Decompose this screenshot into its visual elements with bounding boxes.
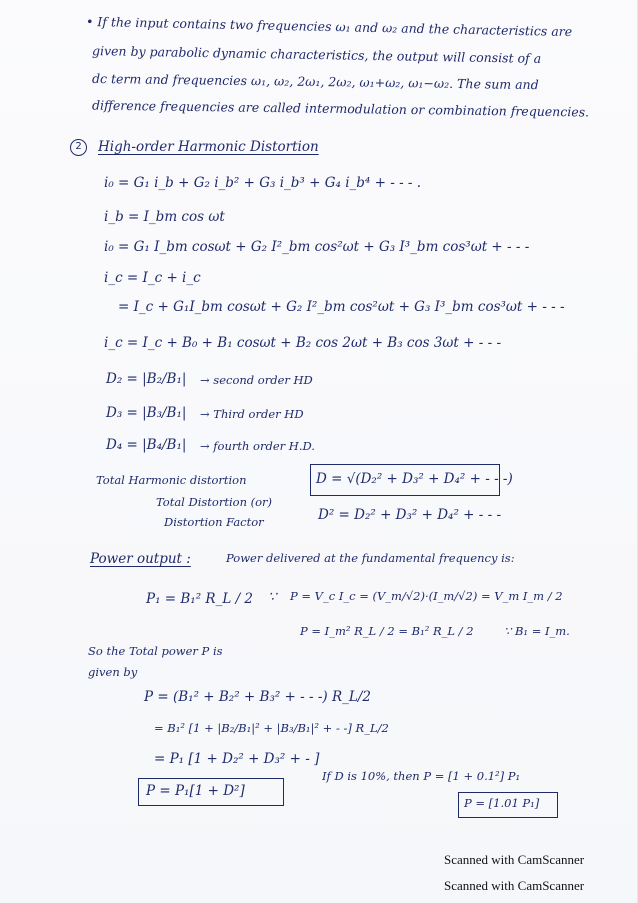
equation-collector-current: i_c = I_c + i_c	[104, 270, 201, 286]
total-power-text-1: So the Total power P is	[88, 644, 223, 658]
ten-percent-example: If D is 10%, then P = [1 + 0.1²] P₁	[322, 769, 521, 783]
equation-expansion: i₀ = G₁ I_bm cosωt + G₂ I²_bm cos²ωt + G₃ I³_bm cos³ωt + - - -	[104, 239, 530, 255]
camscanner-watermark-2: Scanned with CamScanner	[444, 878, 585, 893]
intro-line-2: given by parabolic dynamic characteristics, the output will consist of a	[91, 43, 542, 66]
result-formula: P = [1.01 P₁]	[464, 796, 540, 810]
camscanner-watermark-1: Scanned with CamScanner	[444, 852, 585, 867]
distortion-formula: D = √(D₂² + D₃² + D₄² + - - -)	[316, 471, 513, 487]
power-output-description: Power delivered at the fundamental frequency is:	[226, 551, 515, 565]
d2-formula: D₂ = |B₂/B₁|	[106, 371, 187, 387]
power-output-heading: Power output :	[90, 551, 191, 567]
b1-equals-im: ∵ B₁ = I_m.	[504, 624, 570, 638]
total-power-sum: P = (B₁² + B₂² + B₃² + - - -) R_L/2	[144, 689, 372, 705]
equation-output-current: i₀ = G₁ i_b + G₂ i_b² + G₃ i_b³ + G₄ i_b⁴ + - - - .	[104, 175, 422, 191]
total-distortion-alt: Total Distortion (or)	[156, 495, 273, 509]
distortion-factor-label: Distortion Factor	[164, 515, 264, 529]
total-power-distortion: = P₁ [1 + D₂² + D₃² + - ]	[154, 751, 320, 767]
intro-line-3: dc term and frequencies ω₁, ω₂, 2ω₁, 2ω₂, ω₁+ω₂, ω₁−ω₂. The sum and	[91, 70, 539, 93]
d4-note: → fourth order H.D.	[200, 439, 315, 453]
since-symbol: ∵	[268, 589, 277, 605]
total-distortion-label: Total Harmonic distortion	[96, 473, 247, 487]
equation-base-current: i_b = I_bm cos ωt	[104, 209, 225, 225]
total-power-text-2: given by	[88, 665, 138, 679]
power-vi-formula: P = V_c I_c = (V_m/√2)·(I_m/√2) = V_m I_m / 2	[290, 589, 563, 603]
fundamental-power: P₁ = B₁² R_L / 2	[146, 591, 254, 607]
distortion-squared: D² = D₂² + D₃² + D₄² + - - -	[318, 507, 502, 523]
intro-line-4: difference frequencies are called intermodulation or combination frequencies.	[91, 97, 590, 120]
d4-formula: D₄ = |B₄/B₁|	[106, 437, 187, 453]
section-number: 2	[70, 139, 87, 156]
equation-fourier-series: i_c = I_c + B₀ + B₁ cosωt + B₂ cos 2ωt + B₃ cos 3ωt + - - -	[104, 335, 502, 351]
d3-formula: D₃ = |B₃/B₁|	[106, 405, 187, 421]
equation-collector-expansion: = I_c + G₁I_bm cosωt + G₂ I²_bm cos²ωt + G₃ I³_bm cos³ωt + - - -	[118, 299, 565, 315]
d3-note: → Third order HD	[200, 407, 304, 421]
d2-note: → second order HD	[200, 373, 313, 387]
intro-line-1: • If the input contains two frequencies ω₁ and ω₂ and the characteristics are	[85, 13, 573, 40]
section-title: High-order Harmonic Distortion	[98, 139, 319, 155]
power-im-formula: P = I_m² R_L / 2 = B₁² R_L / 2	[300, 624, 474, 638]
final-power-formula: P = P₁[1 + D²]	[146, 783, 245, 799]
total-power-ratio: = B₁² [1 + |B₂/B₁|² + |B₃/B₁|² + - -] R_L/2	[154, 721, 389, 735]
